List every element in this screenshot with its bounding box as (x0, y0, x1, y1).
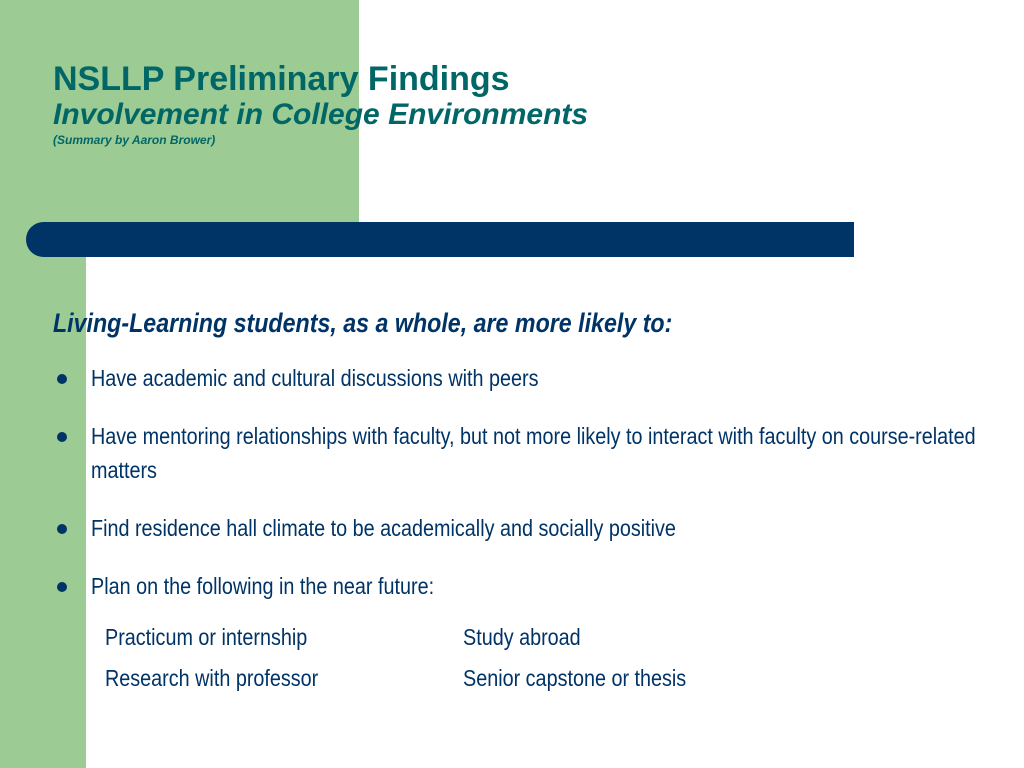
slide-credit: (Summary by Aaron Brower) (53, 133, 216, 147)
future-plans-grid (105, 617, 805, 699)
slide-body (53, 305, 993, 627)
slide-title: NSLLP Preliminary Findings (53, 60, 510, 98)
bullet-dot-icon (57, 524, 67, 534)
slide-title-block (53, 60, 588, 148)
plans-row (105, 658, 805, 699)
bullet-item (53, 419, 993, 487)
title-divider-bar (26, 222, 854, 257)
bullet-item (53, 361, 993, 395)
bullet-dot-icon (57, 432, 67, 442)
bullet-item (53, 569, 993, 603)
bullet-dot-icon (57, 374, 67, 384)
bullet-text: Have mentoring relationships with faculty, but not more likely to interact with faculty on course-related matters (91, 423, 976, 483)
bullet-list (53, 361, 993, 603)
slide-subtitle: Involvement in College Environments (53, 98, 589, 131)
bullet-dot-icon (57, 582, 67, 592)
bullet-text: Find residence hall climate to be academically and socially positive (91, 515, 676, 541)
intro-heading: Living-Learning students, as a whole, are more likely to: (53, 308, 673, 338)
plan-item: Research with professor (105, 665, 319, 691)
bullet-item (53, 511, 993, 545)
plan-item: Practicum or internship (105, 624, 308, 650)
plan-item: Senior capstone or thesis (463, 665, 687, 691)
bullet-text: Plan on the following in the near future: (91, 573, 435, 599)
bullet-text: Have academic and cultural discussions with peers (91, 365, 539, 391)
plan-item: Study abroad (463, 624, 581, 650)
plans-row (105, 617, 805, 658)
